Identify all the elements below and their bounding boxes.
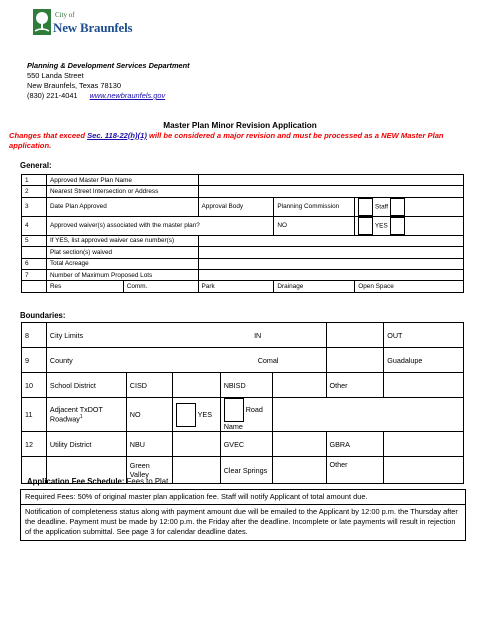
field-label: Plat section(s) waived [46,247,198,258]
comal-label: Comal [257,355,279,365]
address-input[interactable] [198,186,463,197]
in-label: IN [254,330,262,340]
field-label: Total Acreage [46,258,198,269]
waiver-no-checkbox[interactable] [358,217,373,235]
general-table [21,174,464,293]
warning-text [9,131,469,151]
row-number [22,247,47,258]
city-logo [33,9,143,45]
fee-subheading: Fees to Plat [126,477,169,486]
school-other-input[interactable] [384,373,464,398]
max-lots-input[interactable] [198,269,463,280]
page-title: Master Plan Minor Revision Application [163,121,317,130]
waiver-case-input[interactable] [198,235,463,246]
waiver-yes-cell [355,216,464,235]
table-row [22,281,464,292]
row-number: 8 [22,323,47,348]
nbisd-checkbox[interactable] [272,373,326,398]
field-label: School District [46,373,126,398]
guadalupe-label: Guadalupe [384,348,464,373]
out-label: OUT [384,323,464,348]
footnote-marker: 1 [79,414,83,421]
planning-commission-cell [274,197,355,216]
staff-label: Staff [375,203,389,211]
fee-schedule-line [27,477,168,486]
res-lots-field[interactable]: Res [46,281,123,292]
cisd-checkbox[interactable] [172,373,220,398]
fee-heading: Application Fee Schedule: [27,477,125,486]
table-row [22,197,464,216]
master-plan-name-input[interactable] [198,175,463,186]
table-row [22,323,464,348]
row-number: 6 [22,258,47,269]
nbisd-label: NBISD [220,373,272,398]
table-row [22,235,464,246]
table-row [22,398,464,432]
boundaries-heading: Boundaries: [20,311,66,320]
waiver-yes-checkbox[interactable] [390,217,405,235]
field-label: Number of Maximum Proposed Lots [46,269,198,280]
table-row [22,247,464,258]
row-number: 10 [22,373,47,398]
gbra-label: GBRA [326,432,384,457]
department-name: Planning & Development Services Department [27,61,190,70]
pc-checkbox[interactable] [358,198,373,216]
clear-springs-label: Clear Springs [220,457,272,484]
no-label: NO [126,398,172,432]
approval-body-label: Approval Body [198,197,274,216]
warning-post: will be considered a major revision and must be processed as a NEW Master Plan application. [9,131,444,150]
address-block [27,61,190,101]
yes-label: YES [197,409,213,419]
phone-line [27,91,190,101]
green-valley-checkbox[interactable] [172,457,220,484]
boundaries-table [21,322,464,484]
table-row [22,175,464,186]
field-label: Utility District [46,432,126,457]
comal-checkbox[interactable] [326,348,384,373]
row-number: 4 [22,216,47,235]
clear-springs-checkbox[interactable] [272,457,326,484]
website-link[interactable]: www.newbraunfels.gov [89,91,166,100]
txdot-no-checkbox[interactable] [176,403,196,427]
county-label-cell [46,348,326,373]
city-limits-in-checkbox[interactable] [326,323,384,348]
table-row [22,269,464,280]
gvec-checkbox[interactable] [272,432,326,457]
green-valley-label: Green Valley [126,457,172,484]
field-label: Adjacent TxDOT Roadway [49,405,103,424]
park-lots-field[interactable]: Park [198,281,274,292]
waiver-no-cell [274,216,355,235]
street-address: 550 Landa Street [27,71,84,80]
field-label: If YES, list approved waiver case number(s) [46,235,198,246]
notification-text: Notification of completeness status along with payment amount due will be emailed to the Applicant by 12:00 p.m. the Thursday after the deadline. Payment must be made by 12:00 p.m. the Friday after the deadline. Incomplete or late payments will result in rejection of the application submittal. See page 3 for calendar deadline dates. [25,507,458,536]
table-row [22,348,464,373]
row-number: 7 [22,269,47,280]
comm-lots-field[interactable]: Comm. [123,281,198,292]
utility-other-input[interactable] [384,457,464,484]
field-label: County [49,355,73,365]
row-number: 5 [22,235,47,246]
utility-other-label: Other [326,457,384,484]
gvec-label: GVEC [220,432,272,457]
table-row [22,258,464,269]
general-heading: General: [20,161,52,170]
plat-sections-input[interactable] [198,247,463,258]
table-row [22,216,464,235]
staff-checkbox[interactable] [390,198,405,216]
cisd-label: CISD [126,373,172,398]
row-number [22,281,47,292]
phone-number: (830) 221-4041 [27,91,78,100]
row-number: 11 [22,398,47,432]
total-acreage-input[interactable] [198,258,463,269]
road-name-label: Road Name [223,404,263,431]
field-label: Date Plan Approved [46,197,198,216]
row-number: 1 [22,175,47,186]
road-name-cell [220,398,272,432]
field-label: Approved Master Plan Name [46,175,198,186]
txdot-yes-checkbox[interactable] [224,398,244,422]
field-label: Approved waiver(s) associated with the master plan? [46,216,273,235]
pc-label: Planning Commission [277,203,340,211]
logo-name-text: New Braunfels [53,20,133,35]
txdot-yes-cell [172,398,220,432]
table-row [22,432,464,457]
gbra-checkbox[interactable] [384,432,464,457]
road-name-input[interactable] [272,398,463,432]
row-number: 2 [22,186,47,197]
nbu-checkbox[interactable] [172,432,220,457]
field-label: Nearest Street Intersection or Address [46,186,198,197]
row-number: 9 [22,348,47,373]
field-label: City Limits [49,330,84,340]
row-number: 12 [22,432,47,457]
drainage-lots-field[interactable]: Drainage [274,281,355,292]
row-number: 3 [22,197,47,216]
open-space-lots-field[interactable]: Open Space [355,281,464,292]
tree-icon [33,9,53,35]
table-row [22,373,464,398]
city-limits-label-cell [46,323,326,348]
logo-city-text: City of [55,11,75,19]
table-row [22,186,464,197]
section-link[interactable]: Sec. 118-22(h)(1) [87,131,147,140]
city-state: New Braunfels, Texas 78130 [27,81,121,90]
nbu-label: NBU [126,432,172,457]
yes-label: YES [374,222,388,230]
no-label: NO [277,222,287,230]
txdot-label-cell [46,398,126,432]
staff-cell [355,197,464,216]
fee-box [20,489,466,541]
required-fees-text: Required Fees: 50% of original master plan application fee. Staff will notify Applicant of total amount due. [21,490,465,505]
warning-pre: Changes that exceed [9,131,88,140]
other-label: Other [326,373,384,398]
